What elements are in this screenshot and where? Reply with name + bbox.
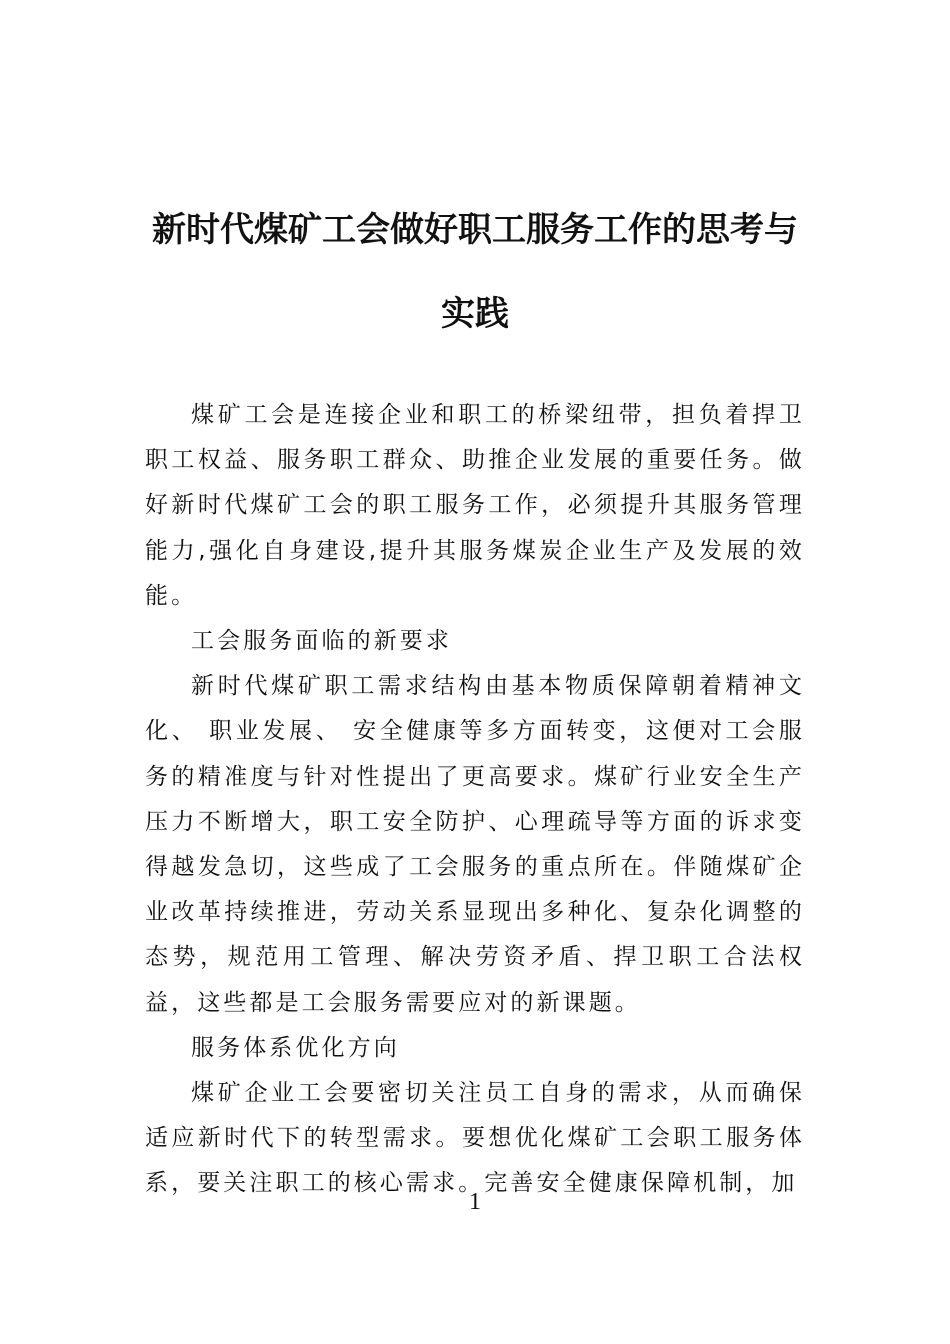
paragraph-optimization: 煤矿企业工会要密切关注员工自身的需求，从而确保适应新时代下的转型需求。要想优化煤矿工会职工服务体系，要关注职工的核心需求。完善安全健康保障机制，加 (145, 1080, 805, 1197)
page-number: 1 (469, 1189, 481, 1215)
paragraph-new-requirements: 新时代煤矿职工需求结构由基本物质保障朝着精神文化、 职业发展、 安全健康等多方面转变，这便对工会服务的精准度与针对性提出了更高要求。煤矿行业安全生产压力不断增大，职工安全防护、心理疏导等方面的诉求变得越发急切，这些成了工会服务的重点所在。伴随煤矿企业改革持续推进，劳动关系显现出多种化、复杂化调整的态势，规范用工管理、解决劳资矛盾、捍卫职工合法权益，这些都是工会服务需要应对的新课题。 (145, 673, 805, 1016)
section-heading-optimization: 服务体系优化方向 (191, 1034, 400, 1061)
paragraph-intro: 煤矿工会是连接企业和职工的桥梁纽带，担负着捍卫职工权益、服务职工群众、助推企业发展的重要任务。做好新时代煤矿工会的职工服务工作，必须提升其服务管理能力,强化自身建设,提升其服务煤炭企业生产及发展的效能。 (145, 402, 805, 609)
section-heading-new-requirements: 工会服务面临的新要求 (191, 628, 452, 655)
document-title: 新时代煤矿工会做好职工服务工作的思考与实践 (152, 210, 798, 334)
document-body (145, 393, 805, 1207)
